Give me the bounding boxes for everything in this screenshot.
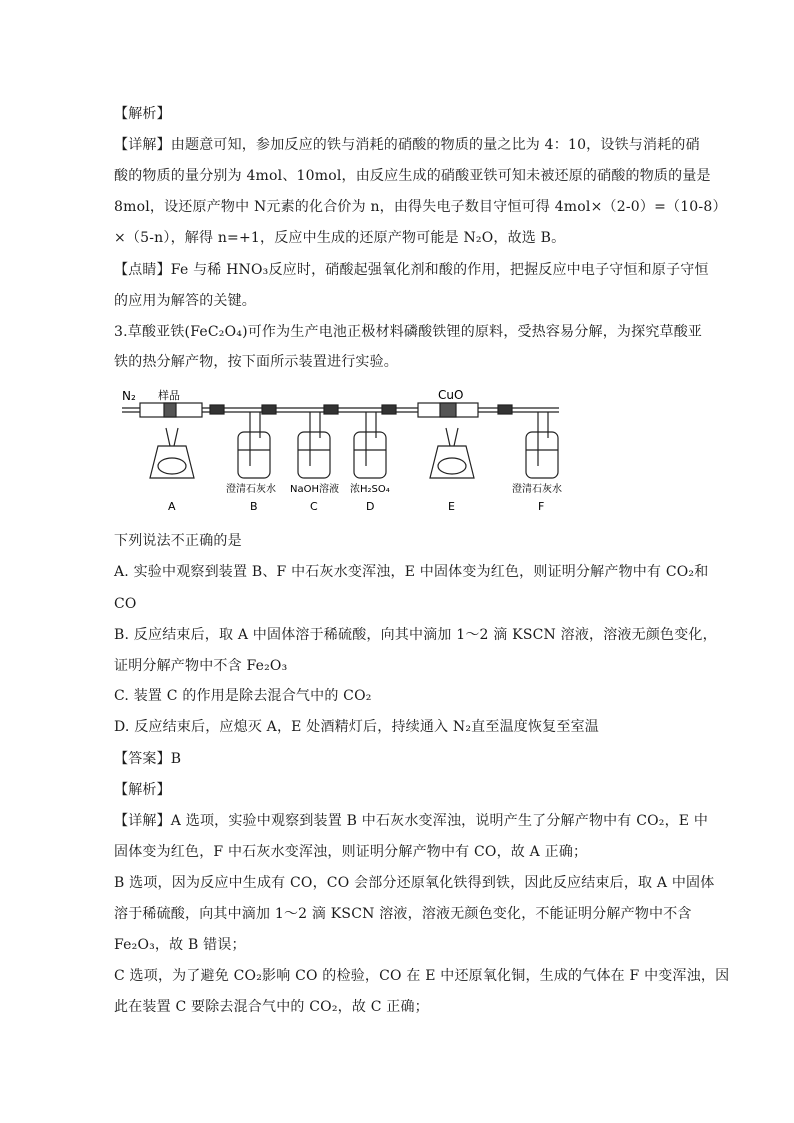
option-a-line: CO xyxy=(114,596,137,612)
text-line: 8mol，设还原产物中 N元素的化合价为 n，由得失电子数目守恒可得 4mol×（2-0）=（10-8） xyxy=(114,199,727,215)
letter-d: D xyxy=(366,500,375,513)
option-b-line: B. 反应结束后，取 A 中固体溶于稀硫酸，向其中滴加 1～2 滴 KSCN 溶液，溶液无颜色变化， xyxy=(114,627,717,643)
apparatus-diagram xyxy=(114,386,574,518)
section-heading-analysis: 【解析】 xyxy=(114,782,171,798)
text-line: B 选项，因为反应中生成有 CO，CO 会部分还原氧化铁得到铁，因此反应结束后，取 A 中固体 xyxy=(114,875,715,891)
letter-e: E xyxy=(448,500,455,513)
option-a-line: A. 实验中观察到装置 B、F 中石灰水变浑浊，E 中固体变为红色，则证明分解产物中有 CO₂和 xyxy=(114,564,709,580)
text-line: ×（5-n），解得 n=+1，反应中生成的还原产物可能是 N₂O，故选 B。 xyxy=(114,230,566,246)
text-line: C 选项，为了避免 CO₂影响 CO 的检验，CO 在 E 中还原氧化铜，生成的气体在 F 中变浑浊，因 xyxy=(114,968,730,984)
text-line: 【详解】由题意可知，参加反应的铁与消耗的硝酸的物质的量之比为 4：10，设铁与消耗的硝 xyxy=(114,137,700,153)
text-line: 的应用为解答的关键。 xyxy=(114,293,256,309)
option-b-line: 证明分解产物中不含 Fe₂O₃ xyxy=(114,658,288,674)
letter-a: A xyxy=(168,500,176,513)
text-line: 溶于稀硫酸，向其中滴加 1～2 滴 KSCN 溶液，溶液无颜色变化，不能证明分解产物中不含 xyxy=(114,906,692,922)
reagent-label-d: 浓H₂SO₄ xyxy=(350,484,390,495)
text-line: 【点睛】Fe 与稀 HNO₃反应时，硝酸起强氧化剂和酸的作用，把握反应中电子守恒和原子守恒 xyxy=(114,262,709,278)
option-c-line: C. 装置 C 的作用是除去混合气中的 CO₂ xyxy=(114,688,372,704)
reagent-label-c: NaOH溶液 xyxy=(290,484,339,495)
cuo-label: CuO xyxy=(438,388,464,402)
reagent-label-b: 澄清石灰水 xyxy=(226,484,276,495)
sample-label: 样品 xyxy=(158,389,180,402)
question-3-text: 3.草酸亚铁(FeC₂O₄)可作为生产电池正极材料磷酸铁锂的原料，受热容易分解，为探究草酸亚 xyxy=(114,324,703,340)
letter-c: C xyxy=(310,500,318,513)
answer-line: 【答案】B xyxy=(114,751,182,767)
question-prompt: 下列说法不正确的是 xyxy=(114,533,242,549)
letter-b: B xyxy=(250,500,258,513)
text-line: Fe₂O₃，故 B 错误； xyxy=(114,937,246,953)
letter-f: F xyxy=(538,500,545,513)
text-line: 固体变为红色，F 中石灰水变浑浊，则证明分解产物中有 CO，故 A 正确； xyxy=(114,844,588,860)
gas-label: N₂ xyxy=(122,389,136,403)
text-line: 【详解】A 选项，实验中观察到装置 B 中石灰水变浑浊，说明产生了分解产物中有 CO₂，E 中 xyxy=(114,813,709,829)
text-line: 此在装置 C 要除去混合气中的 CO₂，故 C 正确； xyxy=(114,999,429,1015)
text-line: 铁的热分解产物，按下面所示装置进行实验。 xyxy=(114,354,398,370)
option-d-line: D. 反应结束后，应熄灭 A，E 处酒精灯后，持续通入 N₂直至温度恢复至室温 xyxy=(114,719,599,735)
section-heading-analysis: 【解析】 xyxy=(114,106,171,122)
text-line: 酸的物质的量分别为 4mol、10mol，由反应生成的硝酸亚铁可知未被还原的硝酸的物质的量是 xyxy=(114,168,711,184)
reagent-label-f: 澄清石灰水 xyxy=(512,484,562,495)
